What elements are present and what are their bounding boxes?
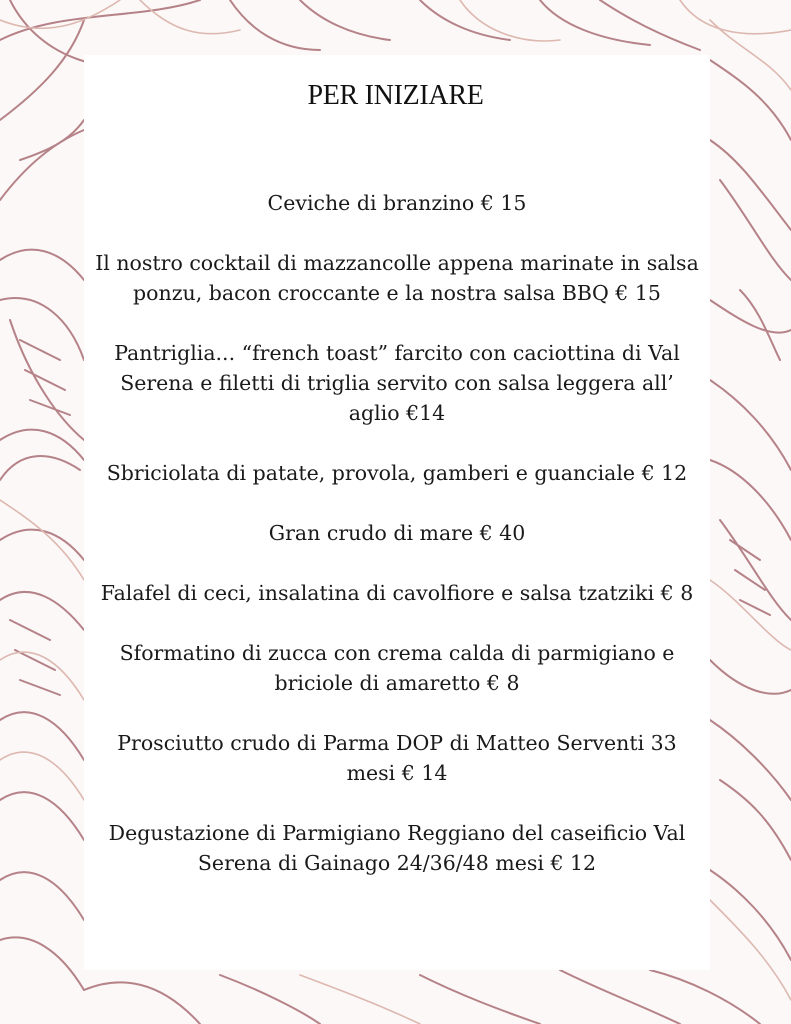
menu-item: Falafel di ceci, insalatina di cavolfiore e salsa tzatziki € 8 — [100, 581, 694, 605]
menu-item: Gran crudo di mare € 40 — [268, 521, 526, 545]
menu-item: Sformatino di zucca con crema calda di parmigiano e briciole di amaretto € 8 — [119, 641, 675, 695]
menu-item: Ceviche di branzino € 15 — [267, 191, 527, 215]
menu-item: Prosciutto crudo di Parma DOP di Matteo Serventi 33 mesi € 14 — [117, 731, 677, 785]
menu-list — [95, 188, 699, 908]
menu-item: Sbriciolata di patate, provola, gamberi e guanciale € 12 — [106, 461, 688, 485]
menu-item: Il nostro cocktail di mazzancolle appena marinate in salsa ponzu, bacon croccante e la nostra salsa BBQ € 15 — [95, 251, 699, 305]
section-title: PER INIZIARE — [307, 80, 484, 111]
menu-item: Degustazione di Parmigiano Reggiano del caseificio Val Serena di Gainago 24/36/48 mesi € 12 — [108, 821, 686, 875]
menu-item: Pantriglia... “french toast” farcito con caciottina di Val Serena e filetti di triglia servito con salsa leggera all’ aglio €14 — [114, 341, 680, 425]
